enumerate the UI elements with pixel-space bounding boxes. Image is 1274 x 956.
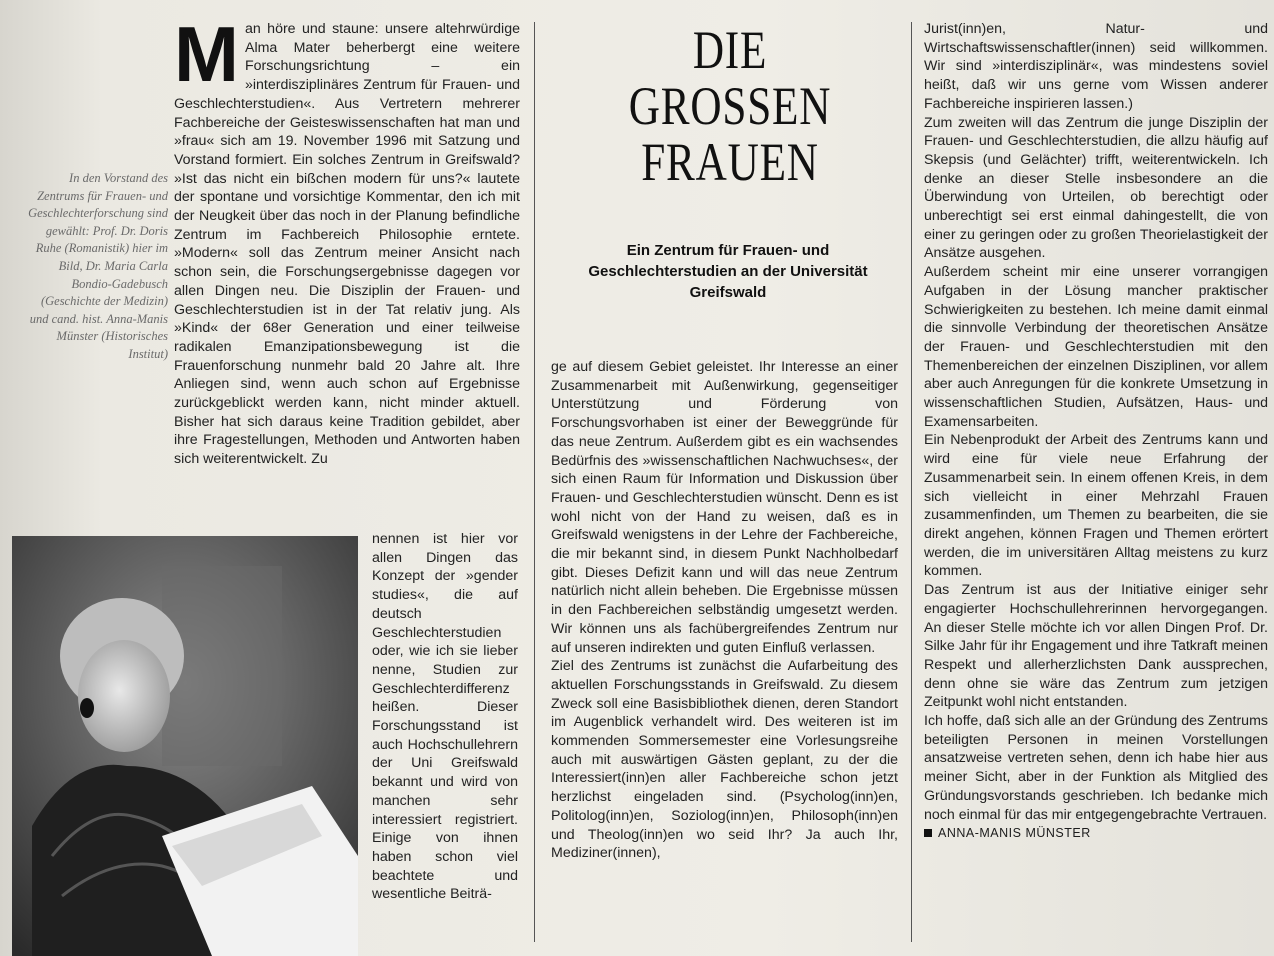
column-rule-2 bbox=[911, 22, 912, 942]
article-column-3 bbox=[924, 20, 1268, 840]
article-column-1 bbox=[174, 10, 520, 469]
column-2-paragraph-2: Ziel des Zentrums ist zunächst die Aufarbeitung des aktuellen Forschungsstands in Greifswald. Zu diesem Zweck soll eine Basisbibliothek dienen, deren Standort im Augenblick verhandelt wird. Des weiteren ist im kommenden Sommersemester eine Vorlesungsreihe auch mit auswärtigen Gästen geplant, zu der die Interessiert(inn)en aller Fachbereiche schon jetzt herzlichst eingeladen sind. (Psycholog(inn)en, Politolog(inn)en, Soziolog(inn)en, Philosoph(inn)en und Theolog(inn)en wo seid Ihr? Ja auch Ihr, Mediziner(innen), bbox=[551, 658, 898, 862]
article-column-2 bbox=[551, 358, 898, 863]
headline-line-2: GROSSEN bbox=[628, 76, 832, 136]
subheadline: Ein Zentrum für Frauen- und Geschlechterstudien an der Universität Greifswald bbox=[588, 242, 868, 301]
column-3-paragraph-5: Das Zentrum ist aus der Initiative einiger sehr engagierter Hochschullehrerinnen hervorgegangen. An dieser Stelle möchte ich vor allen Dingen Prof. Dr. Silke Jahr für ihr Engagement und ihre Tatkraft meinen Respekt und allerherzlichsten Dank aussprechen, denn ohne sie wäre das Zentrum zum jetzigen Zeitpunkt wohl nicht entstanden. bbox=[924, 582, 1268, 711]
column-3-paragraph-4: Ein Nebenprodukt der Arbeit des Zentrums kann und wird eine für viele neue Erfahrung der Zusammenarbeit sein. In einem offenen Kreis, in dem sich vielleicht in einer Mehrzahl Frauen zusammenfinden, um Themen zu bearbeiten, die sie direkt angehen, können Fragen und Themen erörtert werden, die im universitären Alltag meistens zu kurz kommen. bbox=[924, 432, 1268, 580]
headline-line-3: FRAUEN bbox=[641, 132, 819, 192]
headline bbox=[560, 22, 900, 190]
column-3-paragraph-1: Jurist(inn)en, Natur- und Wirtschaftswissenschaftler(innen) seid willkommen. Wir sind »interdisziplinär«, was mindestens soviel heißt, daß wir uns gerne vom Wissen anderer Fachbereiche inspirieren lassen.) bbox=[924, 21, 1268, 112]
portrait-illustration bbox=[12, 536, 358, 956]
author-name: ANNA-MANIS MÜNSTER bbox=[938, 826, 1091, 841]
column-3-paragraph-3: Außerdem scheint mir eine unserer vorrangigen Aufgaben in der Lösung mancher praktischer Schwierigkeiten zu bestehen. Ich meine damit einmal die sinnvolle Verbindung der theoretischen Ansätze der Frauen- und Geschlechterstudien mit den Themenbereichen der einzelnen Disziplinen, vor allem aber auch Anregungen für die konkrete Umsetzung in wissenschaftlichen Studien, Aufsätzen, Haus- und Examensarbeiten. bbox=[924, 264, 1268, 430]
square-bullet-icon bbox=[924, 829, 932, 837]
column-1b-text: nennen ist hier vor allen Dingen das Konzept der »gender studies«, die auf deutsch Geschlechterstudien oder, wie ich sie lieber nenne, Studien zur Geschlechterdifferenz heißen. Dieser Forschungsstand ist auch Hochschullehrern der Uni Greifswald bekannt und wird von manchen sehr interessiert registriert. Einige von ihnen haben schon viel beachtete und wesentliche Beiträ- bbox=[372, 531, 518, 903]
drop-cap: M bbox=[174, 10, 239, 98]
column-3-paragraph-6: Ich hoffe, daß sich alle an der Gründung des Zentrums beteiligten Personen in meinen Vorstellungen ansatzweise vertreten sehen, denn ich habe hier aus meiner Sicht, aber in der Funktion als Mitglied des Gründungsvorstands geschrieben. Ich bedanke mich noch einmal für das mir entgegengebrachte Vertrauen. bbox=[924, 713, 1268, 823]
column-2-paragraph-1: ge auf diesem Gebiet geleistet. Ihr Interesse an einer Zusammenarbeit mit Außenwirkung, gegenseitiger Unterstützung und Förderung von Forschungsvorhaben ist einer der Beweggründe für das neue Zentrum. Außerdem gibt es ein wachsendes Bedürfnis des »wissenschaftlichen Nachwuchses«, der sich einen Raum für Information und Diskussion über Frauen- und Geschlechterstudien wünscht. Denn es ist wohl nicht von der Hand zu weisen, daß es in Greifswald wenigstens in der Lehre der Fachbereiche, die mir bekannt sind, in diesem Punkt Nachholbedarf gibt. Dieses Defizit kann und will das neue Zentrum natürlich nicht allein beheben. Die Ergebnisse müssen in den Fachbereichen selbständig umgesetzt werden. Wir können uns als fachübergreifendes Zentrum nur auf unseren indirekten und guten Einfluß verlassen. bbox=[551, 359, 898, 656]
column-rule-1 bbox=[534, 22, 535, 942]
column-1-text: an höre und staune: unsere altehrwürdige Alma Mater beherbergt eine weitere Forschungsrichtung – ein »interdisziplinäres Zentrum für Frauen- und Geschlechterstudien«. Aus Vertretern mehrerer Fachbereiche der Geisteswissenschaften hat man und »frau« sich am 19. November 1996 mit Satzung und Vorstand formiert. Ein solches Zentrum in Greifswald? »Ist das nicht ein bißchen modern für uns?« lautete der spontane und vorsichtige Kommentar, den ich mit der Neugkeit über das noch in der Planung befindliche Zentrum im Fachbereich Philosophie erntete. »Modern« soll das Zentrum meiner Ansicht nach schon sein, die Forschungsergebnisse dagegen vor allen Dingen neu. Die Disziplin der Frauen- und Geschlechterstudien ist in der Tat relativ jung. Als »Kind« der 68er Generation und einer teilweise radikalen Emanzipationsbewegung ist die Frauenforschung nunmehr bald 20 Jahre alt. Ihre Anliegen sind, wenn auch schon auf Ergebnisse zurückgeblickt werden kann, nicht minder aktuell. Bisher hat sich daraus keine Tradition gebildet, aber ihre Fragestellungen, Methoden und Antworten haben sich weiterentwickelt. Zu bbox=[174, 21, 520, 468]
author-byline bbox=[924, 826, 1268, 840]
portrait-photo bbox=[12, 536, 358, 956]
headline-line-1: DIE bbox=[692, 20, 768, 80]
photo-caption: In den Vorstand des Zentrums für Frauen- und Geschlechterforschung sind gewählt: Prof. Dr. Doris Ruhe (Romanistik) hier im Bild, Dr. Maria Carla Bondio-Gadebusch (Geschichte der Medizin) und cand. hist. Anna-Manis Münster (Historisches Institut) bbox=[28, 171, 168, 361]
article-column-1-continued bbox=[372, 530, 518, 904]
article-intro-paragraph bbox=[174, 10, 520, 469]
column-3-paragraph-2: Zum zweiten will das Zentrum die junge Disziplin der Frauen- und Geschlechterstudien, die allzu häufig auf Skepsis (und Gelächter) trifft, weiterentwickeln. Ich denke an dieser Stelle insbesondere an die Überwindung von Urteilen, ob berechtigt oder unberechtigt sei erst einmal dahingestellt, die von einer zu geringen oder zu großen Theorielastigkeit der Ansätze ausgehen. bbox=[924, 114, 1268, 262]
